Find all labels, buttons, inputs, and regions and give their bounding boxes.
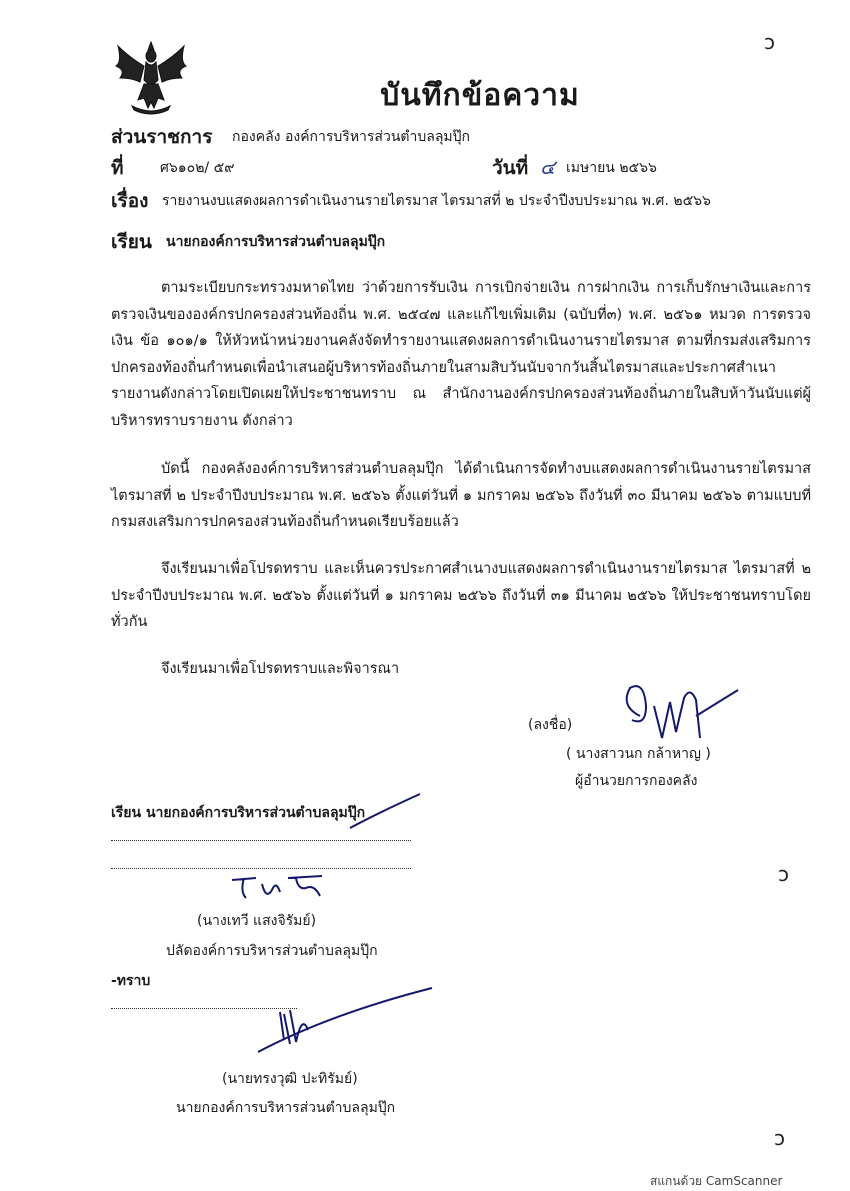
director-name: ( นางสาวนก กล้าหาญ )	[566, 746, 711, 762]
addressee-label: เรียน	[111, 231, 152, 253]
staple-mark: ɔ	[764, 30, 775, 54]
date-month-year: เมษายน ๒๕๖๖	[566, 160, 657, 176]
dotted-line	[111, 840, 411, 841]
date-day: ๔	[540, 155, 556, 179]
endorse-slash-mark	[340, 792, 430, 832]
agency-label: ส่วนราชการ	[111, 126, 213, 148]
body-paragraph-1: ตามระเบียบกระทรวงมหาดไทย ว่าด้วยการรับเงิน การเบิกจ่ายเงิน การฝากเงิน การเก็บรักษาเงินและการตรวจเงินขององค์กรปกครองส่วนท้องถิ่น พ.ศ. ๒๕๔๗ และแก้ไขเพิ่มเติม (ฉบับที่๓) พ.ศ. ๒๕๖๑ หมวด การตรวจเงิน ข้อ ๑๐๑/๑ ให้หัวหน้าหน่วยงานคลังจัดทำรายงานแสดงผลการดำเนินงานรายไตรมาส ตามที่กรมส่งเสริมการปกครองท้องถิ่นกำหนดเพื่อนำเสนอผู้บริหารท้องถิ่นภายในสามสิบวันนับจากวันสิ้นไตรมาสและประกาศสำเนารายงานดังกล่าวโดยเปิดเผยให้ประชาชนทราบ ณ สำนักงานองค์กรปกครองส่วนท้องถิ่นภายในสิบห้าวันนับแต่ผู้บริหารทราบรายงาน ดังกล่าว	[111, 280, 811, 429]
reference-number: ศ๖๑๐๒/ ๕๙	[160, 160, 235, 176]
deputy-signature	[226, 870, 336, 906]
acknowledge-label: -ทราบ	[111, 973, 151, 989]
mayor-name: (นายทรงวุฒิ ปะทิรัมย์)	[222, 1071, 358, 1087]
mayor-position: นายกองค์การบริหารส่วนตำบลลุมปุ๊ก	[176, 1100, 396, 1116]
director-position: ผู้อำนวยการกองคลัง	[575, 773, 698, 789]
memo-title: บันทึกข้อความ	[380, 78, 580, 113]
endorse-to-line: เรียน นายกองค์การบริหารส่วนตำบลลุมปุ๊ก	[111, 805, 366, 821]
agency-value: กองคลัง องค์การบริหารส่วนตำบลลุมปุ๊ก	[232, 129, 470, 145]
deputy-position: ปลัดองค์การบริหารส่วนตำบลลุมปุ๊ก	[166, 943, 378, 959]
staple-mark: ɔ	[774, 1126, 785, 1150]
dotted-line	[111, 868, 411, 869]
staple-mark: ɔ	[778, 862, 789, 886]
subject-label: เรื่อง	[111, 190, 149, 212]
scanner-watermark: สแกนด้วย CamScanner	[650, 1174, 783, 1188]
sign-label: (ลงชื่อ)	[528, 717, 573, 733]
date-label: วันที่	[492, 157, 529, 179]
closing-line: จึงเรียนมาเพื่อโปรดทราบและพิจารณา	[161, 661, 400, 677]
body-paragraph-3: จึงเรียนมาเพื่อโปรดทราบ และเห็นควรประกาศสำเนางบแสดงผลการดำเนินงานรายไตรมาส ไตรมาสที่ ๒ ประจำปีงบประมาณ พ.ศ. ๒๕๖๖ ตั้งแต่วันที่ ๑ มกราคม ๒๕๖๖ ถึงวันที่ ๓๑ มีนาคม ๒๕๖๖ ให้ประชาชนทราบโดยทั่วกัน	[111, 561, 811, 630]
addressee-value: นายกองค์การบริหารส่วนตำบลลุมปุ๊ก	[166, 234, 386, 250]
reference-label: ที่	[111, 157, 124, 179]
subject-value: รายงานงบแสดงผลการดำเนินงานรายไตรมาส ไตรมาสที่ ๒ ประจำปีงบประมาณ พ.ศ. ๒๕๖๖	[162, 193, 711, 209]
body-paragraph-2: บัดนี้ กองคลังองค์การบริหารส่วนตำบลลุมปุ๊ก ได้ดำเนินการจัดทำงบแสดงผลการดำเนินงานรายไตรมาส ไตรมาสที่ ๒ ประจำปีงบประมาณ พ.ศ. ๒๕๖๖ ตั้งแต่วันที่ ๑ มกราคม ๒๕๖๖ ถึงวันที่ ๓๐ มีนาคม ๒๕๖๖ ตามแบบที่กรมสงเสริมการปกครองส่วนท้องถิ่นกำหนดเรียบร้อยแล้ว	[111, 461, 811, 530]
deputy-name: (นางเทวี แสงจิรัมย์)	[197, 913, 317, 929]
mayor-signature	[250, 984, 440, 1054]
